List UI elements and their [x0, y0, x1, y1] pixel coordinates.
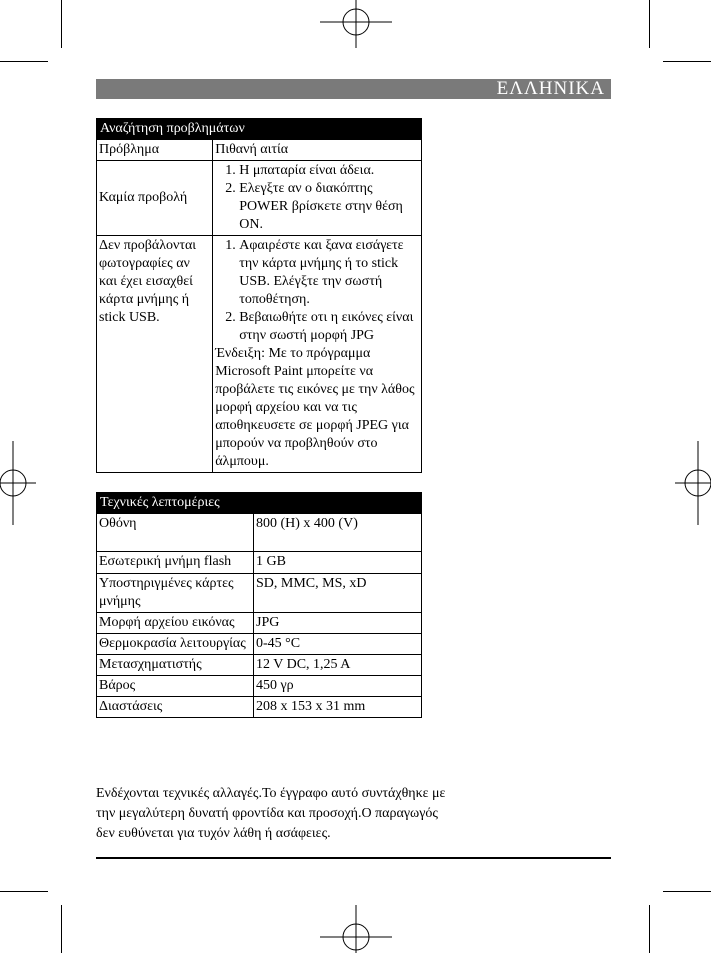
spec-value: 1 GB: [254, 552, 422, 574]
crop-mark: [61, 0, 62, 48]
crop-mark: [649, 0, 650, 48]
crop-mark: [649, 905, 650, 953]
problem-cell: Δεν προβάλονται φωτογραφίες αν και έχει εισαχθεί κάρτα μνήμης ή stick USB.: [97, 236, 213, 473]
table-row: [97, 236, 422, 473]
spec-label: Μορφή αρχείου εικόνας: [97, 613, 254, 634]
column-header-problem: Πρόβλημα: [97, 140, 213, 161]
table-row: [97, 634, 422, 655]
registration-mark-bottom-icon: [320, 905, 392, 953]
footer-rule: [96, 857, 611, 859]
spec-label: Θερμοκρασία λειτουργίας: [97, 634, 254, 655]
cause-cell: [213, 236, 422, 473]
crop-mark: [663, 61, 711, 62]
specs-title: Τεχνικές λεπτομέριες: [97, 493, 422, 514]
cause-item: 1. Η μπαταρία είναι άδεια.: [239, 162, 419, 180]
language-title: ΕΛΛΗΝΙΚΑ: [496, 78, 605, 99]
spec-value: 208 x 153 x 31 mm: [254, 697, 422, 718]
spec-label: Διαστάσεις: [97, 697, 254, 718]
spec-label: Εσωτερική μνήμη flash: [97, 552, 254, 574]
cause-item: 1. Αφαιρέστε και ξανα εισάγετε την κάρτα μνήμης ή το stick USB. Ελέγξτε την σωστή τοποθέτηση.: [239, 237, 419, 309]
table-row: [97, 613, 422, 634]
spec-value: 800 (H) x 400 (V): [254, 514, 422, 552]
registration-mark-top-icon: [320, 0, 392, 48]
spec-value: 0-45 °C: [254, 634, 422, 655]
crop-mark: [61, 905, 62, 953]
column-header-cause: Πιθανή αιτία: [213, 140, 422, 161]
spec-value: 12 V DC, 1,25 A: [254, 655, 422, 676]
spec-value: JPG: [254, 613, 422, 634]
table-row: [97, 514, 422, 552]
cause-item: 2. Βεβαιωθήτε οτι η εικόνες είναι στην σωστή μορφή JPG: [239, 309, 419, 345]
registration-mark-left-icon: [0, 441, 36, 525]
spec-label: Υποστηριγμένες κάρτες μνήμης: [97, 574, 254, 613]
language-banner: [96, 79, 611, 99]
disclaimer-text: Ενδέχονται τεχνικές αλλαγές.Το έγγραφο αυτό συντάχθηκε με την μεγαλύτερη δυνατή φροντίδα και προσοχή.Ο παραγωγός δεν ευθύνεται για τυχόν λάθη ή ασάφειες.: [96, 786, 446, 841]
hint-text: Ένδειξη: Με το πρόγραμμα Microsoft Paint μπορείτε να προβάλετε τις εικόνες με την λάθος μορφή αρχείου και να τις αποθηκευσετε σε μορφή JPEG για μπορούν να προβληθούν στο άλμπουμ.: [215, 346, 415, 469]
specs-table: [96, 492, 422, 718]
troubleshooting-table: [96, 118, 422, 473]
table-row: [97, 574, 422, 613]
table-row: [97, 676, 422, 697]
table-row: [97, 697, 422, 718]
spec-label: Βάρος: [97, 676, 254, 697]
table-row: [97, 552, 422, 574]
cause-item: 2. Ελεγξτε αν ο διακόπτης POWER βρίσκετε στην θέση ON.: [239, 180, 419, 234]
crop-mark: [0, 891, 48, 892]
registration-mark-right-icon: [675, 441, 711, 525]
spec-label: Οθόνη: [97, 514, 254, 552]
cause-cell: [213, 161, 422, 236]
table-row: [97, 161, 422, 236]
table-row: [97, 655, 422, 676]
crop-mark: [663, 891, 711, 892]
crop-mark: [0, 61, 48, 62]
spec-label: Μετασχηματιστής: [97, 655, 254, 676]
spec-value: SD, MMC, MS, xD: [254, 574, 422, 613]
problem-cell: Καμία προβολή: [97, 161, 213, 236]
troubleshooting-title: Αναζήτηση προβλημάτων: [97, 119, 422, 140]
spec-value: 450 γρ: [254, 676, 422, 697]
